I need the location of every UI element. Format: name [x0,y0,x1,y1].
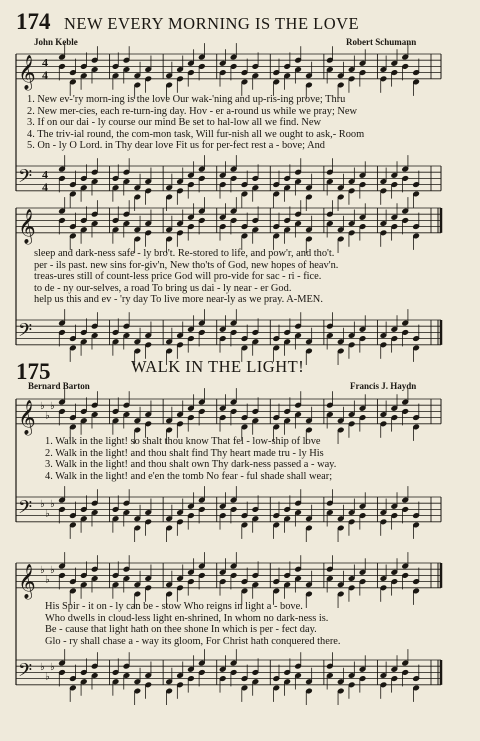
hymn175-verse-lyrics-line1 [45,436,445,482]
lyric-line: 3. If on our dai - ly course our mind Be set to hal-low all we find. New [27,117,322,129]
time-signature: 4 [42,179,48,194]
hymn-title: NEW EVERY MORNING IS THE LOVE [64,14,360,33]
lyric-line: to de - ny our-selves, a road To bring us dai - ly near - er God. [34,282,292,294]
lyricist-credit: Bernard Barton [28,381,90,391]
lyric-line: per - ils past. new sins for-giv'n, New tho'ts of God, new hopes of heav'n. [34,259,339,271]
hymn-title: WALK IN THE LIGHT! [131,357,305,376]
flat-sign: ♭ [45,410,50,422]
treble-clef: 𝄞 [18,563,36,599]
flat-sign: ♭ [45,574,50,586]
flat-sign: ♭ [50,662,55,674]
flat-sign: ♭ [50,499,55,511]
lyric-line: Be - cause that light hath on thee shone In which is per - fect day. [45,624,317,636]
lyric-line: 4. The triv-ial round, the com-mon task, Will fur-nish all we ought to ask,- Room [27,128,365,140]
flat-sign: ♭ [40,401,45,413]
time-signature: 4 [42,55,48,70]
lyric-line: His Spir - it on - ly can be - stow Who reigns in light a - bove. [45,601,303,612]
lyric-line: 3. Walk in the light! and thou shalt own Thy dark-ness passed a - way. [45,459,337,471]
lyric-line: 1. Walk in the light! so shalt thou know That fel - low-ship of love [45,436,321,447]
lyric-line: Who dwells in cloud-less light en-shrined, In whom no dark-ness is. [45,612,329,624]
flat-sign: ♭ [40,662,45,674]
hymn-number: 175 [16,359,51,384]
lyric-line: 2. New mer-cies, each re-turn-ing day. Hov - er a-round us while we pray; New [27,105,358,117]
lyric-line: 5. On - ly O Lord. in Thy dear love Fit us for per-fect rest a - bove; And [27,140,325,152]
bass-clef: 𝄢 [18,166,33,192]
composer-credit: Robert Schumann [346,37,417,47]
lyric-line: 2. Walk in the light! and thou shalt find Thy heart made tru - ly His [45,447,324,459]
lyric-line: Glo - ry shall chase a - way its gloom, For Christ hath conquered there. [45,635,341,647]
lyric-line: 1. New ev-'ry morn-ing is the love Our wak-'ning and up-ris-ing prove; Thru [27,94,346,105]
treble-clef: 𝄞 [18,399,36,435]
flat-sign: ♭ [45,671,50,683]
hymn-number: 174 [16,9,51,34]
hymn175-verse-lyrics-line2 [45,601,445,647]
treble-clef: 𝄞 [18,54,36,90]
lyric-line: sleep and dark-ness safe - ly bro't. Re-stored to life, and pow'r, and tho't. [34,248,335,259]
lyric-line: help us this and ev - 'ry day To live more near-ly as we pray. A-MEN. [34,294,323,306]
time-signature: 4 [42,167,48,182]
time-signature: 4 [42,67,48,82]
flat-sign: ♭ [50,401,55,413]
flat-sign: ♭ [40,565,45,577]
hymn174-verse-lyrics-line1 [27,94,445,152]
flat-sign: ♭ [45,508,50,520]
composer-credit: Francis J. Haydn [350,381,417,391]
lyricist-credit: John Keble [34,37,78,47]
flat-sign: ♭ [50,565,55,577]
flat-sign: ♭ [40,499,45,511]
treble-clef: 𝄞 [18,208,36,244]
lyric-line: treas-ures still of count-less price God will pro-vide for sac - ri - fice. [34,271,322,283]
bass-clef: 𝄢 [18,497,33,523]
lyric-line: 4. Walk in the light! and e'en the tomb No fear - ful shade shall wear; [45,470,333,482]
bass-clef: 𝄢 [18,320,33,346]
hymn174-verse-lyrics-line2 [34,248,444,306]
bass-clef: 𝄢 [18,660,33,686]
